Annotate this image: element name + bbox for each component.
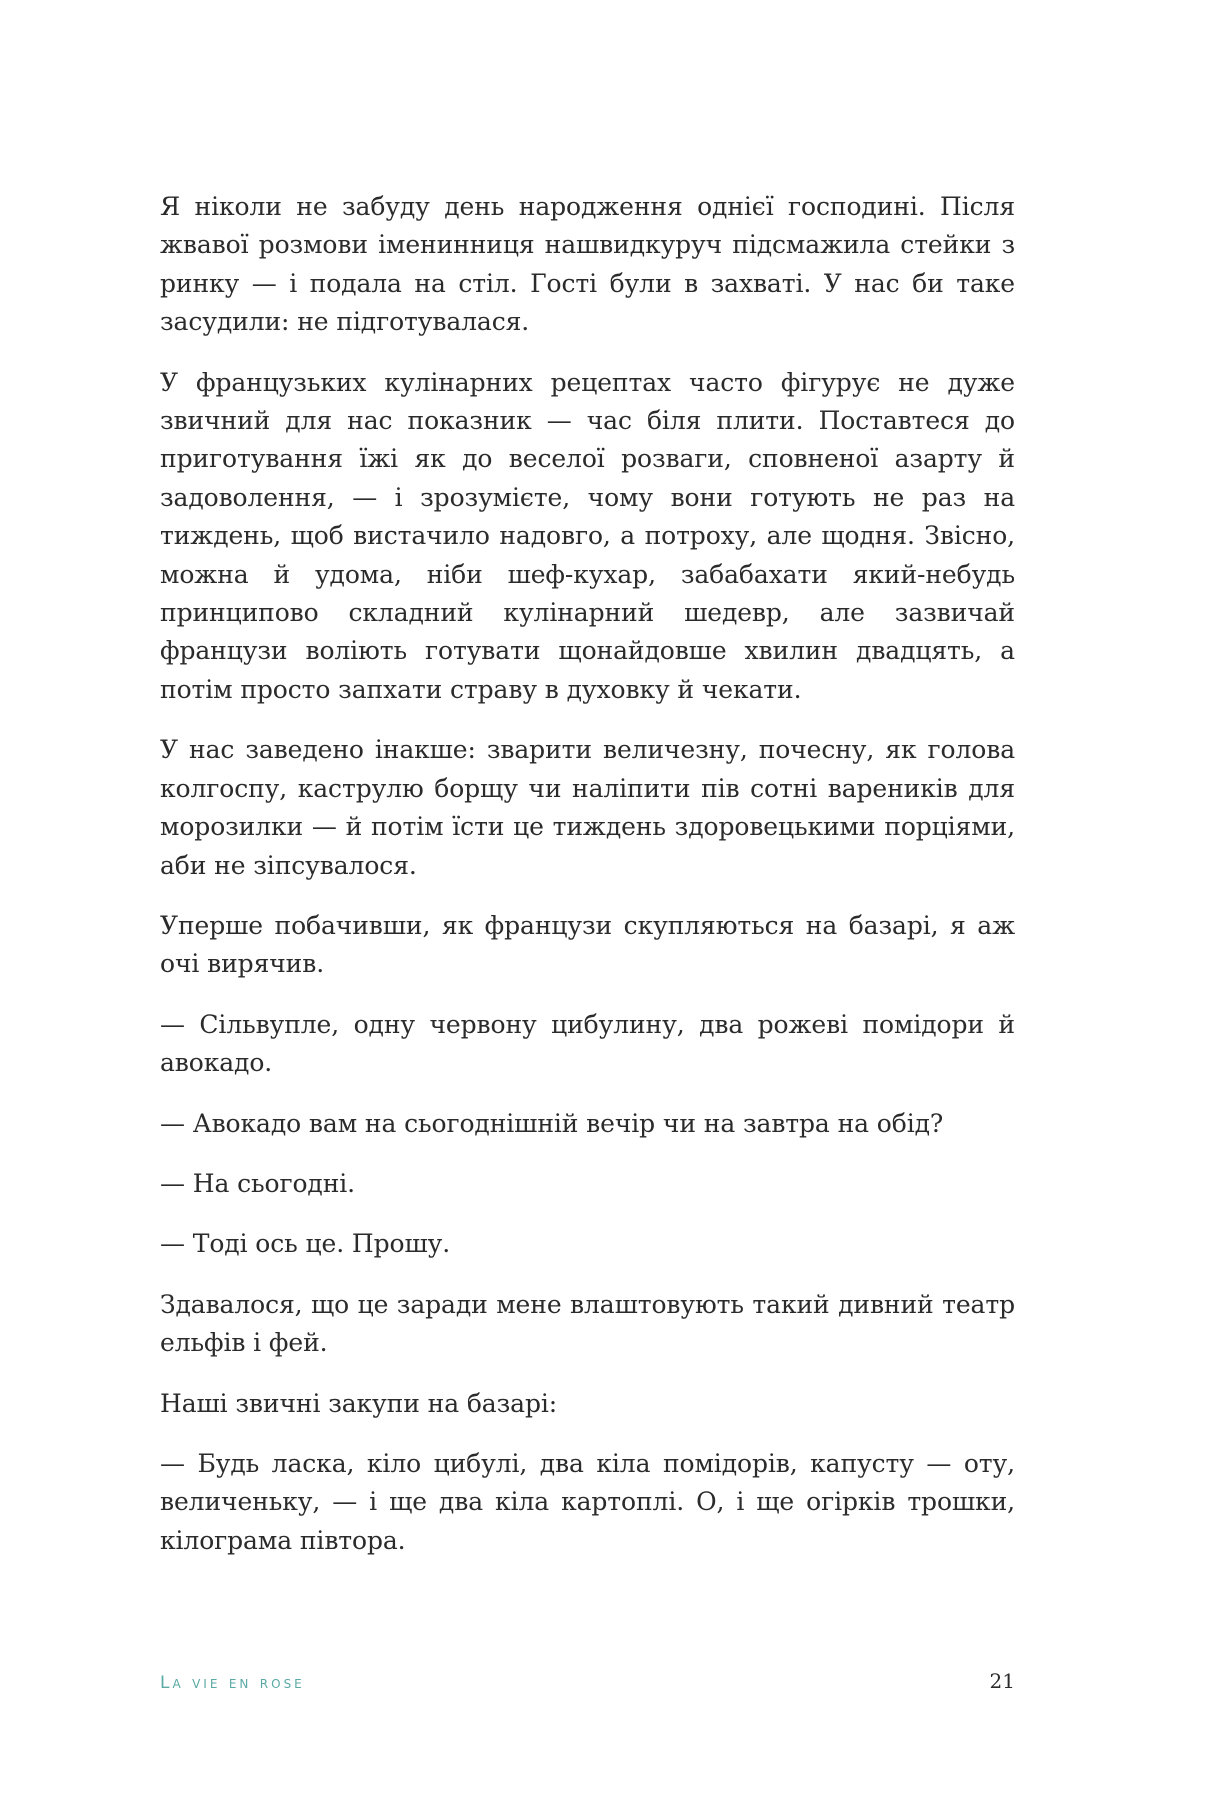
paragraph-french-recipes: У французьких кулінарних рецептах часто фігурує не дуже звичний для нас показник — час біля плити. Поставтеся до приготування їжі як до веселої розваги, сповненої азарту й задоволення, — і зрозумієте, чому вони готують не раз на тиждень, щоб вистачило надовго, а потроху, але щодня. Звісно, можна й удома, ніби шеф-кухар, забабахати який-небудь принципово складний кулінарний шедевр, але зазвичай французи воліють готувати щонайдовше хвилин двадцять, а потім просто запхати страву в духовку й чекати. xyxy=(160,367,1015,704)
dialogue-line: — Будь ласка, кіло цибулі, два кіла помідорів, капусту — оту, величеньку, — і ще два кіла картоплі. О, і ще огірків трошки, кілограма півтора. xyxy=(160,1448,1015,1555)
paragraph-our-shopping: Наші звичні закупи на базарі: xyxy=(160,1388,558,1418)
dialogue-line: — Сільвупле, одну червону цибулину, два рожеві помідори й авокадо. xyxy=(160,1009,1015,1078)
page-number: 21 xyxy=(989,1669,1015,1693)
paragraph-birthday: Я ніколи не забуду день народження однієї господині. Після жвавої розмови іменинниця нашвидкуруч підсмажила стейки з ринку — і подала на стіл. Гості були в захваті. У нас би таке засудили: не підготувалася. xyxy=(160,192,1015,337)
body-text xyxy=(160,188,1015,1582)
paragraph-borscht: У нас заведено інакше: зварити величезну, почесну, як голова колгоспу, каструлю борщу чи наліпити пів сотні вареників для морозилки — й потім їсти це тиждень здоровецькими порціями, аби не зіпсувалося. xyxy=(160,735,1015,880)
paragraph-first-market: Уперше побачивши, як французи скупляються на базарі, я аж очі вирячив. xyxy=(160,910,1015,979)
dialogue-line: — На сьогодні. xyxy=(160,1168,356,1198)
dialogue-line: — Тоді ось це. Прошу. xyxy=(160,1229,451,1259)
dialogue-line: — Авокадо вам на сьогоднішній вечір чи на завтра на обід? xyxy=(160,1108,944,1138)
running-title: La vie en rose xyxy=(160,1673,305,1693)
paragraph-theatre: Здавалося, що це заради мене влаштовують такий дивний театр ельфів і фей. xyxy=(160,1289,1015,1358)
